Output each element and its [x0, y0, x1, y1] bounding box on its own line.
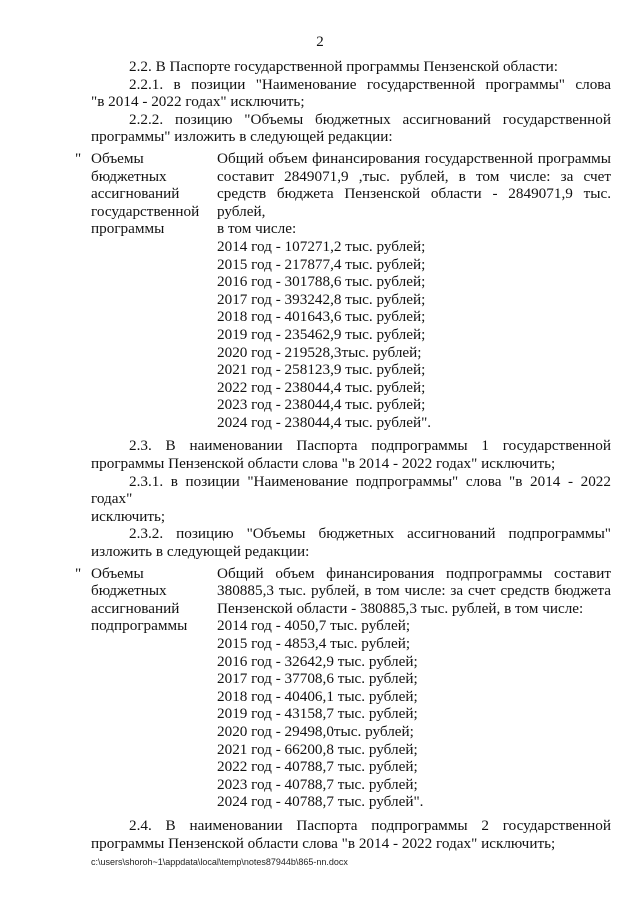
- left-line: бюджетных: [91, 167, 167, 185]
- paragraph-2-3-2-line2: изложить в следующей редакции:: [91, 543, 310, 561]
- paragraph-2-3-1-line2: исключить;: [91, 507, 166, 525]
- year-line: 2024 год - 238044,4 тыс. рублей".: [217, 413, 432, 431]
- year-line: 2023 год - 238044,4 тыс. рублей;: [217, 396, 426, 414]
- page-number: 2: [316, 34, 324, 50]
- year-line: 2019 год - 235462,9 тыс. рублей;: [217, 325, 426, 343]
- year-line: 2015 год - 4853,4 тыс. рублей;: [217, 635, 411, 652]
- document-body: [75, 58, 611, 852]
- left-line: Объемы: [91, 564, 144, 582]
- paragraph-2-3-line2: программы Пензенской области слова "в 2014 - 2022 годах" исключить;: [91, 455, 556, 473]
- right-line: составит 2849071,9 ,тыс. рублей, в том числе: за счет: [217, 167, 611, 185]
- year-line: 2015 год - 217877,4 тыс. рублей;: [217, 255, 426, 273]
- table-left-cell: [91, 565, 211, 635]
- year-line: 2016 год - 301788,6 тыс. рублей;: [217, 273, 426, 291]
- right-line: Пензенской области - 380885,3 тыс. рублей, в том числе:: [217, 599, 584, 617]
- table-right-cell: [217, 150, 611, 432]
- paragraph-2-2-1-line1: 2.2.1. в позиции "Наименование государственной программы" слова: [129, 75, 611, 93]
- open-quote: ": [75, 149, 82, 167]
- paragraph-2-2-1-line2: "в 2014 - 2022 годах" исключить;: [91, 93, 305, 111]
- year-line: 2021 год - 66200,8 тыс. рублей;: [217, 740, 418, 758]
- paragraph-2-4-line2: программы Пензенской области слова "в 2014 - 2022 годах" исключить;: [91, 834, 556, 852]
- left-line: бюджетных: [91, 582, 167, 600]
- paragraph-2-2-2-line1: 2.2.2. позицию "Объемы бюджетных ассигнований государственной: [129, 110, 611, 128]
- year-line: 2018 год - 40406,1 тыс. рублей;: [217, 687, 418, 705]
- year-line: 2020 год - 29498,0тыс. рублей;: [217, 722, 414, 740]
- right-line: в том числе:: [217, 220, 297, 238]
- right-line: рублей,: [217, 202, 266, 220]
- year-line: 2019 год - 43158,7 тыс. рублей;: [217, 705, 418, 723]
- left-line: Объемы: [91, 149, 144, 167]
- year-line: 2020 год - 219528,3тыс. рублей;: [217, 343, 422, 361]
- year-line: 2014 год - 4050,7 тыс. рублей;: [217, 617, 411, 635]
- left-line: ассигнований: [91, 599, 180, 617]
- right-line: 380885,3 тыс. рублей, в том числе: за счет средств бюджета: [217, 582, 611, 600]
- left-line: ассигнований: [91, 185, 180, 203]
- year-line: 2018 год - 401643,6 тыс. рублей;: [217, 308, 426, 326]
- budget-table-program: [75, 149, 611, 432]
- budget-table-subprogram: [75, 564, 611, 811]
- paragraph-2-3-1-line1: 2.3.1. в позиции "Наименование подпрограммы" слова "в 2014 - 2022 годах": [91, 472, 611, 508]
- left-line: государственной: [91, 202, 200, 220]
- year-line: 2017 год - 393242,8 тыс. рублей;: [217, 290, 426, 308]
- paragraph-2-4-line1: 2.4. В наименовании Паспорта подпрограммы 2 государственной: [129, 816, 611, 834]
- open-quote: ": [75, 564, 82, 582]
- paragraph-2-3-2-line1: 2.3.2. позицию "Объемы бюджетных ассигнований подпрограммы": [129, 525, 611, 543]
- year-line: 2022 год - 40788,7 тыс. рублей;: [217, 758, 418, 776]
- year-line: 2021 год - 258123,9 тыс. рублей;: [217, 361, 426, 379]
- year-line: 2022 год - 238044,4 тыс. рублей;: [217, 378, 426, 396]
- table-left-cell: [91, 150, 211, 238]
- file-path-footer: c:\users\shoroh~1\appdata\local\temp\notes87944b\865-nn.docx: [91, 857, 348, 867]
- year-line: 2014 год - 107271,2 тыс. рублей;: [217, 237, 426, 255]
- table-right-cell: [217, 565, 611, 811]
- paragraph-2-3-line1: 2.3. В наименовании Паспорта подпрограммы 1 государственной: [129, 437, 611, 455]
- right-line: Общий объем финансирования государственной программы: [217, 149, 611, 167]
- year-line: 2023 год - 40788,7 тыс. рублей;: [217, 775, 418, 793]
- right-line: средств бюджета Пензенской области - 2849071,9 тыс.: [217, 185, 611, 203]
- left-line: подпрограммы: [91, 617, 188, 635]
- year-line: 2017 год - 37708,6 тыс. рублей;: [217, 670, 418, 688]
- year-line: 2024 год - 40788,7 тыс. рублей".: [217, 793, 424, 811]
- left-line: программы: [91, 220, 165, 238]
- year-line: 2016 год - 32642,9 тыс. рублей;: [217, 652, 418, 670]
- paragraph-2-2: 2.2. В Паспорте государственной программы Пензенской области:: [129, 58, 558, 75]
- right-line: Общий объем финансирования подпрограммы составит: [217, 564, 611, 582]
- paragraph-2-2-2-line2: программы" изложить в следующей редакции:: [91, 128, 393, 146]
